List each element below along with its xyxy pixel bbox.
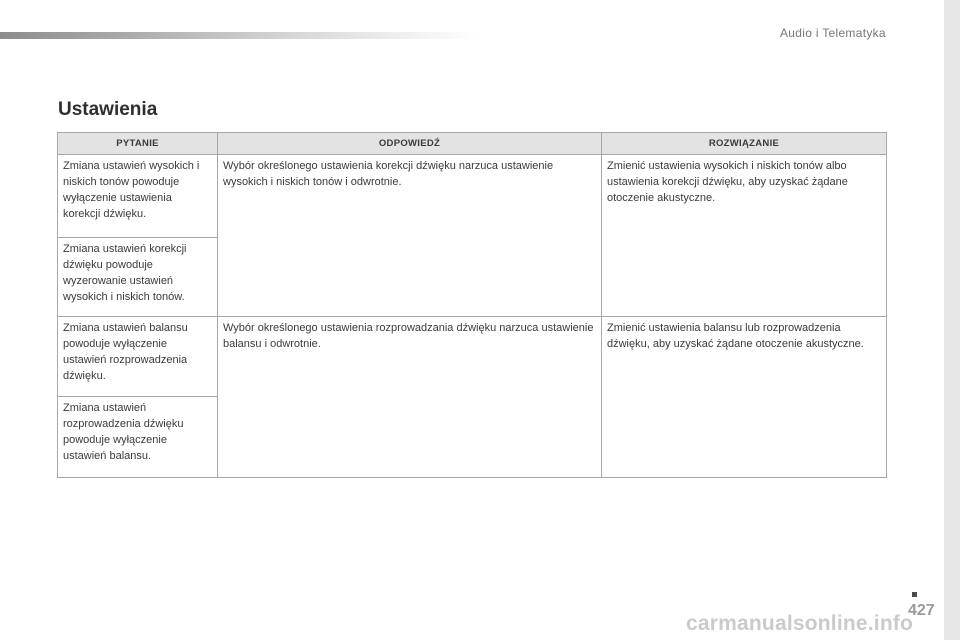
column-header-question: PYTANIE <box>58 133 218 155</box>
solution-cell: Zmienić ustawienia balansu lub rozprowadzenia dźwięku, aby uzyskać żądane otoczenie akustyczne. <box>602 317 887 478</box>
question-cell: Zmiana ustawień rozprowadzenia dźwięku powoduje wyłączenie ustawień balansu. <box>58 397 218 478</box>
page-marker <box>912 592 917 597</box>
question-cell: Zmiana ustawień balansu powoduje wyłączenie ustawień rozprowadzenia dźwięku. <box>58 317 218 397</box>
page-title: Ustawienia <box>58 99 158 120</box>
solution-cell: Zmienić ustawienia wysokich i niskich tonów albo ustawienia korekcji dźwięku, aby uzyskać żądane otoczenie akustyczne. <box>602 155 887 317</box>
column-header-answer: ODPOWIEDŹ <box>218 133 602 155</box>
section-title: Audio i Telematyka <box>780 26 886 40</box>
table-header-row <box>58 133 887 155</box>
column-header-solution: ROZWIĄZANIE <box>602 133 887 155</box>
page-number: 427 <box>908 602 935 619</box>
table-row <box>58 155 887 238</box>
question-cell: Zmiana ustawień korekcji dźwięku powoduje wyzerowanie ustawień wysokich i niskich tonów. <box>58 238 218 317</box>
page-edge-strip <box>944 0 960 640</box>
watermark: carmanualsonline.info <box>686 612 914 635</box>
header-gradient-bar <box>0 32 480 39</box>
question-cell: Zmiana ustawień wysokich i niskich tonów powoduje wyłączenie ustawienia korekcji dźwięku. <box>58 155 218 238</box>
faq-table <box>57 132 887 478</box>
answer-cell: Wybór określonego ustawienia rozprowadzania dźwięku narzuca ustawienie balansu i odwrotnie. <box>218 317 602 478</box>
answer-cell: Wybór określonego ustawienia korekcji dźwięku narzuca ustawienie wysokich i niskich tonów i odwrotnie. <box>218 155 602 317</box>
table-row <box>58 317 887 397</box>
